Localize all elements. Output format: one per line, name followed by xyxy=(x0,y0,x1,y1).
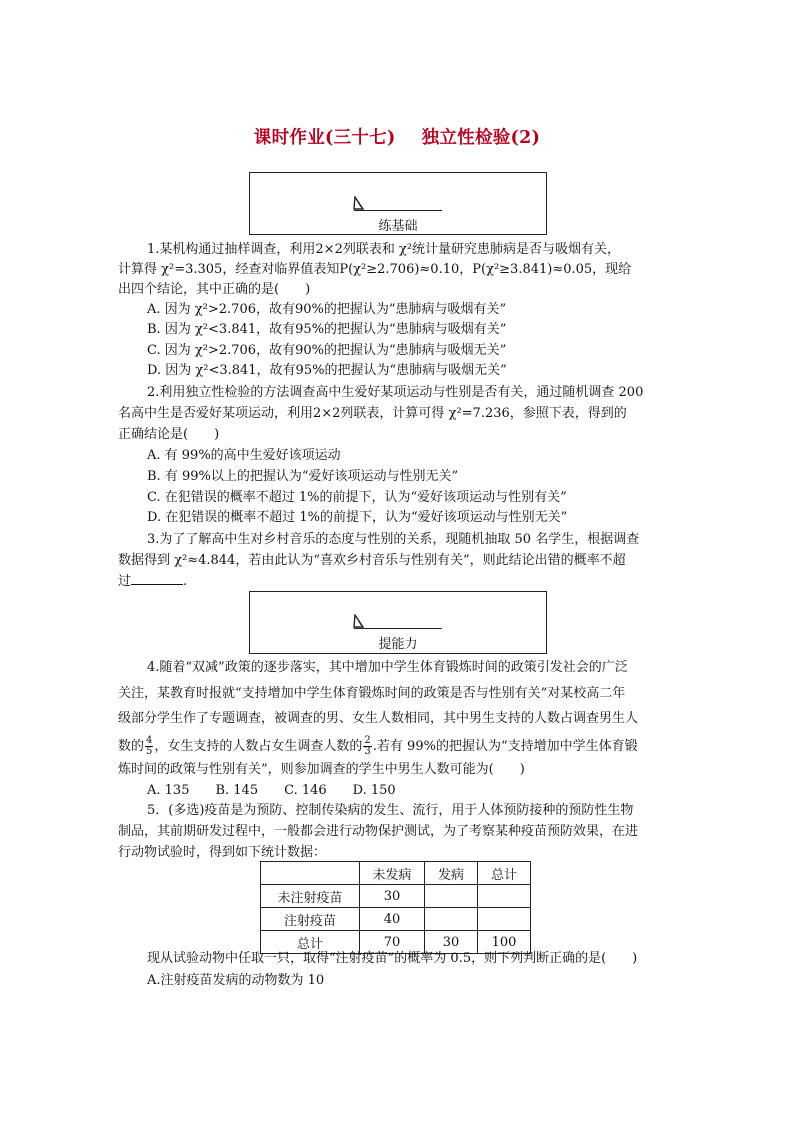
q2-line-3: 正确结论是( ) xyxy=(118,427,220,442)
fraction-numerator: 4 xyxy=(146,735,153,746)
q5-line-4: 现从试验动物中任取一只，取得“注射疫苗”的概率为 0.5，则下列判断正确的是( ) xyxy=(147,951,638,966)
section-box-advanced xyxy=(249,591,547,654)
q3-line-3 xyxy=(118,571,187,592)
table-row xyxy=(261,885,531,908)
q1-line-1: 1.某机构通过抽样调查，利用2×2列联表和 χ²统计量研究患肺病是否与吸烟有关， xyxy=(147,242,621,257)
table-header-cell: 总计 xyxy=(478,862,531,885)
section-rule xyxy=(354,628,442,629)
table-header-row xyxy=(261,862,531,885)
q1-option-d: D. 因为 χ²<3.841，故有95%的把握认为“患肺病与吸烟无关” xyxy=(147,363,507,378)
table-cell xyxy=(478,885,531,908)
q4-line-5: 炼时间的政策与性别有关”，则参加调查的学生中男生人数可能为( ) xyxy=(118,762,525,777)
q2-option-c: C. 在犯错误的概率不超过 1%的前提下，认为“爱好该项运动与性别有关” xyxy=(147,490,567,505)
q3-line-2: 数据得到 χ²≈4.844，若由此认为“喜欢乡村音乐与性别有关”，则此结论出错的概率不超 xyxy=(118,553,626,568)
q2-option-d: D. 在犯错误的概率不超过 1%的前提下，认为“爱好该项运动与性别无关” xyxy=(147,510,568,525)
fraction-numerator: 2 xyxy=(364,735,371,746)
fraction-four-fifths xyxy=(145,736,153,757)
table-cell: 注射疫苗 xyxy=(261,908,360,931)
q3-line-3-end: . xyxy=(183,574,188,589)
q3-line-1: 3.为了了解高中生对乡村音乐的态度与性别的关系，现随机抽取 50 名学生，根据调查 xyxy=(147,532,640,547)
page-title xyxy=(0,124,794,149)
table-cell xyxy=(425,885,478,908)
q5-line-3: 行动物试验时，得到如下统计数据： xyxy=(118,845,327,860)
q2-line-1: 2.利用独立性检验的方法调查高中生爱好某项运动与性别是否有关，通过随机调查 200 xyxy=(147,385,644,400)
table-header-cell: 发病 xyxy=(425,862,478,885)
q1-option-a: A. 因为 χ²>2.706，故有90%的把握认为“患肺病与吸烟有关” xyxy=(147,302,507,317)
table-cell: 30 xyxy=(360,885,425,908)
table-cell: 未注射疫苗 xyxy=(261,885,360,908)
statistics-table xyxy=(260,861,531,954)
q1-line-3: 出四个结论，其中正确的是( ) xyxy=(118,282,311,297)
table-cell xyxy=(478,908,531,931)
q1-line-2: 计算得 χ²=3.305，经查对临界值表知P(χ²≥2.706)≈0.10，P(χ²≥3.841)≈0.05，现给 xyxy=(118,262,632,277)
q2-option-b: B. 有 99%以上的把握认为“爱好该项运动与性别无关” xyxy=(147,469,459,484)
table-cell: 总计 xyxy=(261,931,360,954)
q4-line-4 xyxy=(118,734,638,760)
table-cell: 40 xyxy=(360,908,425,931)
table-cell: 30 xyxy=(425,931,478,954)
section-box-basic xyxy=(249,172,547,235)
q3-line-3-text: 过 xyxy=(118,574,132,589)
q4-line-2: 关注，某教育时报就“支持增加中学生体育锻炼时间的政策是否与性别有关”对某校高二年 xyxy=(118,686,626,701)
q4-text-a: 数的 xyxy=(118,739,145,754)
section-label: 提能力 xyxy=(378,637,418,652)
q1-option-b: B. 因为 χ²<3.841，故有95%的把握认为“患肺病与吸烟有关” xyxy=(147,322,507,337)
table-header-cell: 未发病 xyxy=(360,862,425,885)
title-part-1: 课时作业(三十七) xyxy=(253,128,396,148)
table-header-cell xyxy=(261,862,360,885)
table-cell: 70 xyxy=(360,931,425,954)
q2-line-2: 名高中生是否爱好某项运动，利用2×2列联表，计算可得 χ²=7.236，参照下表，得到的 xyxy=(118,406,627,421)
fraction-two-thirds xyxy=(363,736,371,757)
table-cell: 100 xyxy=(478,931,531,954)
section-label: 练基础 xyxy=(378,219,418,234)
q5-option-a: A.注射疫苗发病的动物数为 10 xyxy=(147,973,325,988)
fraction-denominator: 5 xyxy=(146,746,153,757)
table-cell xyxy=(425,908,478,931)
q4-options: A. 135 B. 145 C. 146 D. 150 xyxy=(147,783,396,798)
fraction-denominator: 3 xyxy=(364,746,371,757)
q1-option-c: C. 因为 χ²>2.706，故有90%的把握认为“患肺病与吸烟无关” xyxy=(147,343,507,358)
q4-text-b: ，女生支持的人数占女生调查人数的 xyxy=(154,739,363,754)
q5-line-1: 5．(多选)疫苗是为预防、控制传染病的发生、流行，用于人体预防接种的预防性生物 xyxy=(147,803,634,818)
q5-line-2: 制品，其前期研发过程中，一般都会进行动物保护测试，为了考察某种疫苗预防效果，在进 xyxy=(118,824,639,839)
q4-line-1: 4.随着“双减”政策的逐步落实，其中增加中学生体育锻炼时间的政策引发社会的广泛 xyxy=(147,660,628,675)
table-row xyxy=(261,908,531,931)
answer-blank xyxy=(131,571,183,585)
q4-text-c: .若有 99%的把握认为“支持增加中学生体育锻 xyxy=(372,739,638,754)
q4-line-3: 级部分学生作了专题调查，被调查的男、女生人数相同，其中男生支持的人数占调查男生人 xyxy=(118,711,639,726)
q2-option-a: A. 有 99%的高中生爱好该项运动 xyxy=(147,448,341,463)
title-part-2: 独立性检验(2) xyxy=(421,128,541,148)
section-rule xyxy=(354,210,442,211)
